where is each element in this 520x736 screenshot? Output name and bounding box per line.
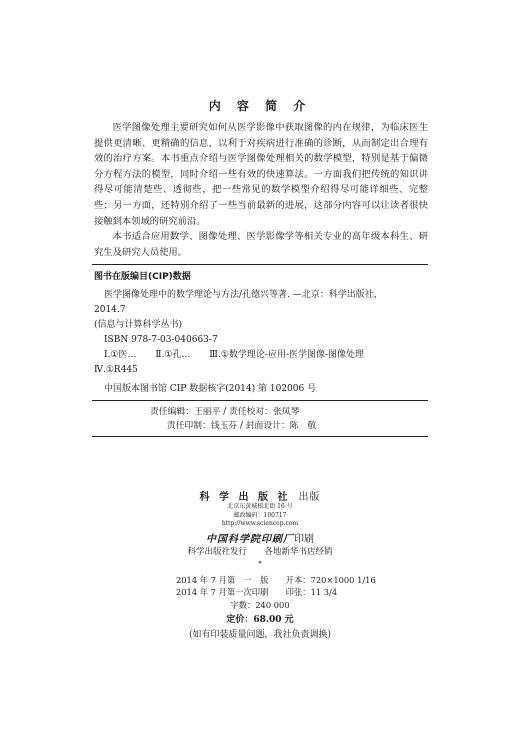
credit-separator: / bbox=[223, 407, 227, 417]
first-printing: 2014 年 7 月第一次印刷 bbox=[176, 587, 269, 597]
cip-class-1: Ⅰ.①医… bbox=[104, 350, 137, 360]
cip-heading: 图书在版编目(CIP)数据 bbox=[94, 272, 191, 282]
proofreader-credit: 责任校对：张凤琴 bbox=[228, 407, 300, 417]
printer-suffix: 印刷 bbox=[294, 534, 314, 545]
cip-isbn: ISBN 978-7-03-040663-7 bbox=[104, 335, 218, 345]
cip-block bbox=[94, 270, 430, 397]
editor-credit: 责任编辑：王丽平 bbox=[150, 407, 221, 417]
publisher-postcode: 邮政编码：100717 bbox=[233, 511, 287, 519]
printed-sheets: 印张：11 3/4 bbox=[285, 587, 338, 597]
summary-title: 内 容 简 介 bbox=[208, 99, 312, 113]
summary-paragraph-2: 本书适合应用数学、图像处理、医学影像学等相关专业的高年级本科生、研究生及研究人员使用。 bbox=[94, 231, 428, 258]
distribution-line bbox=[0, 545, 520, 557]
publisher-block bbox=[0, 488, 520, 529]
summary-paragraph-1: 医学图像处理主要研究如何从医学影像中获取图像的内在规律，为临床医生提供更清晰、更精确的信息，以利于对疾病进行准确的诊断，从而制定出合理有效的治疗方案。本书重点介绍与医学图像处理相关的数学模型，特别是基于偏微分方程方法的模型，同时介绍一些有效的快速算法。一方面我们把传统的知识讲得尽可能清楚些、透彻些，把一些常见的数学模型介绍得尽可能详细些、完整些；另一方面，还特别介绍了一些当前最新的进展，这部分内容可以让读者很快接触到本领域的研究前沿。 bbox=[94, 122, 428, 227]
quality-notice: (如有印装质量问题，我社负责调换) bbox=[188, 630, 332, 640]
cip-series-line: (信息与计算科学丛书) bbox=[94, 320, 183, 330]
first-edition: 2014 年 7 月第 一 版 bbox=[176, 575, 269, 585]
cip-title-line: 医学图像处理中的数学理论与方法/孔德兴等著. —北京：科学出版社， bbox=[104, 290, 383, 300]
distributor: 科学出版社发行 bbox=[187, 547, 248, 557]
word-count: 字数：240 000 bbox=[230, 600, 290, 610]
publisher-website: http://www.sciencep.com bbox=[221, 520, 299, 527]
divider-bottom bbox=[92, 436, 428, 437]
publisher-name-line bbox=[0, 488, 520, 503]
credit-separator: / bbox=[239, 421, 243, 431]
cip-class-4: Ⅳ.①R445 bbox=[94, 365, 138, 375]
price: 定价：68.00 元 bbox=[226, 615, 294, 625]
cip-classification bbox=[94, 348, 430, 363]
divider-top bbox=[92, 264, 428, 265]
cip-class-2: Ⅱ.①孔… bbox=[155, 350, 191, 360]
cover-credit: 封面设计：陈 敬 bbox=[245, 421, 317, 431]
cip-number: 中国版本图书馆 CIP 数据核字(2014) 第 102006 号 bbox=[104, 384, 317, 394]
printing-credit: 责任印制：钱玉芬 bbox=[166, 421, 238, 431]
credits-row-2 bbox=[150, 419, 316, 433]
publisher-name: 科 学 出 版 社 bbox=[199, 492, 291, 503]
publisher-suffix: 出版 bbox=[298, 492, 321, 503]
publisher-address: 北京东黄城根北街 16 号 bbox=[227, 503, 293, 510]
cip-date-line: 2014.7 bbox=[94, 305, 126, 315]
cip-class-3: Ⅲ.①数学理论-应用-医学图像-图像处理 bbox=[209, 350, 365, 360]
edition-row-2 bbox=[176, 586, 337, 598]
divider-middle bbox=[92, 400, 428, 401]
star-separator: * bbox=[258, 560, 262, 568]
edition-row-1 bbox=[176, 574, 376, 586]
printer-name: 中国科学院印刷厂 bbox=[206, 534, 294, 545]
seller: 各地新华书店经销 bbox=[264, 547, 333, 557]
printer-line bbox=[0, 530, 520, 545]
book-format: 开本：720×1000 1/16 bbox=[285, 575, 376, 585]
summary-body bbox=[94, 120, 428, 260]
credits-row-1 bbox=[150, 405, 299, 419]
